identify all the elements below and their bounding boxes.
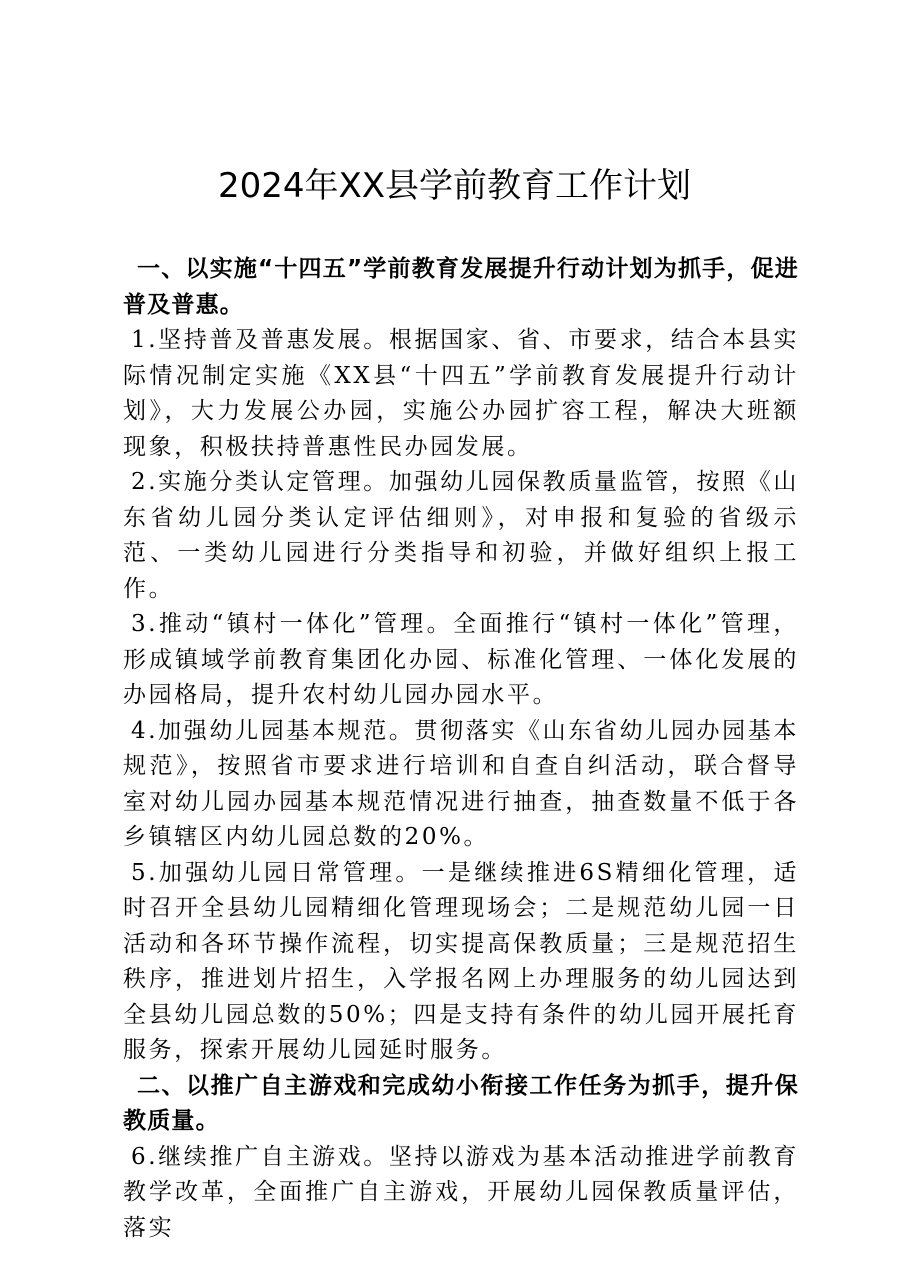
paragraph-text: 1.坚持普及普惠发展。根据国家、省、市要求，结合本县实际情况制定实施《XX县“十四五”学前教育发展提升行动计划》，大力发展公办园，实施公办园扩容工程，解决大班额现象，积极扶持普惠性民办园发展。 [123, 327, 799, 460]
paragraph-item-6 [123, 1140, 799, 1247]
paragraph-text: 3.推动“镇村一体化”管理。全面推行“镇村一体化”管理，形成镇域学前教育集团化办园、标准化管理、一体化发展的办园格局，提升农村幼儿园办园水平。 [123, 611, 799, 708]
document-title: 2024年XX县学前教育工作计划 [217, 166, 692, 206]
paragraph-item-2 [123, 465, 799, 607]
paragraph-text: 4.加强幼儿园基本规范。贯彻落实《山东省幼儿园办园基本规范》，按照省市要求进行培训和自查自纠活动，联合督导室对幼儿园办园基本规范情况进行抽查，抽查数量不低于各乡镇辖区内幼儿园总数的20%。 [123, 717, 799, 850]
paragraph-item-3 [123, 607, 799, 714]
paragraph-text: 5.加强幼儿园日常管理。一是继续推进6S精细化管理，适时召开全县幼儿园精细化管理现场会；二是规范幼儿园一日活动和各环节操作流程，切实提高保教质量；三是规范招生秩序，推进划片招生，入学报名网上办理服务的幼儿园达到全县幼儿园总数的50%；四是支持有条件的幼儿园开展托育服务，探索开展幼儿园延时服务。 [123, 859, 799, 1063]
paragraph-item-4 [123, 714, 799, 856]
section-heading-text: 二、以推广自主游戏和完成幼小衔接工作任务为抓手，提升保教质量。 [123, 1072, 799, 1134]
paragraph-text: 6.继续推广自主游戏。坚持以游戏为基本活动推进学前教育教学改革，全面推广自主游戏，开展幼儿园保教质量评估，落实 [123, 1143, 799, 1241]
section-heading-text: 一、以实施“十四五”学前教育发展提升行动计划为抓手，促进普及普惠。 [123, 256, 799, 318]
section-heading-2 [123, 1069, 799, 1140]
section-heading-1 [123, 252, 799, 323]
paragraph-item-5 [123, 856, 799, 1069]
paragraph-text: 2.实施分类认定管理。加强幼儿园保教质量监管，按照《山东省幼儿园分类认定评估细则》，对申报和复验的省级示范、一类幼儿园进行分类指导和初验，并做好组织上报工作。 [123, 469, 799, 602]
paragraph-item-1 [123, 323, 799, 465]
document-body [123, 252, 799, 1246]
